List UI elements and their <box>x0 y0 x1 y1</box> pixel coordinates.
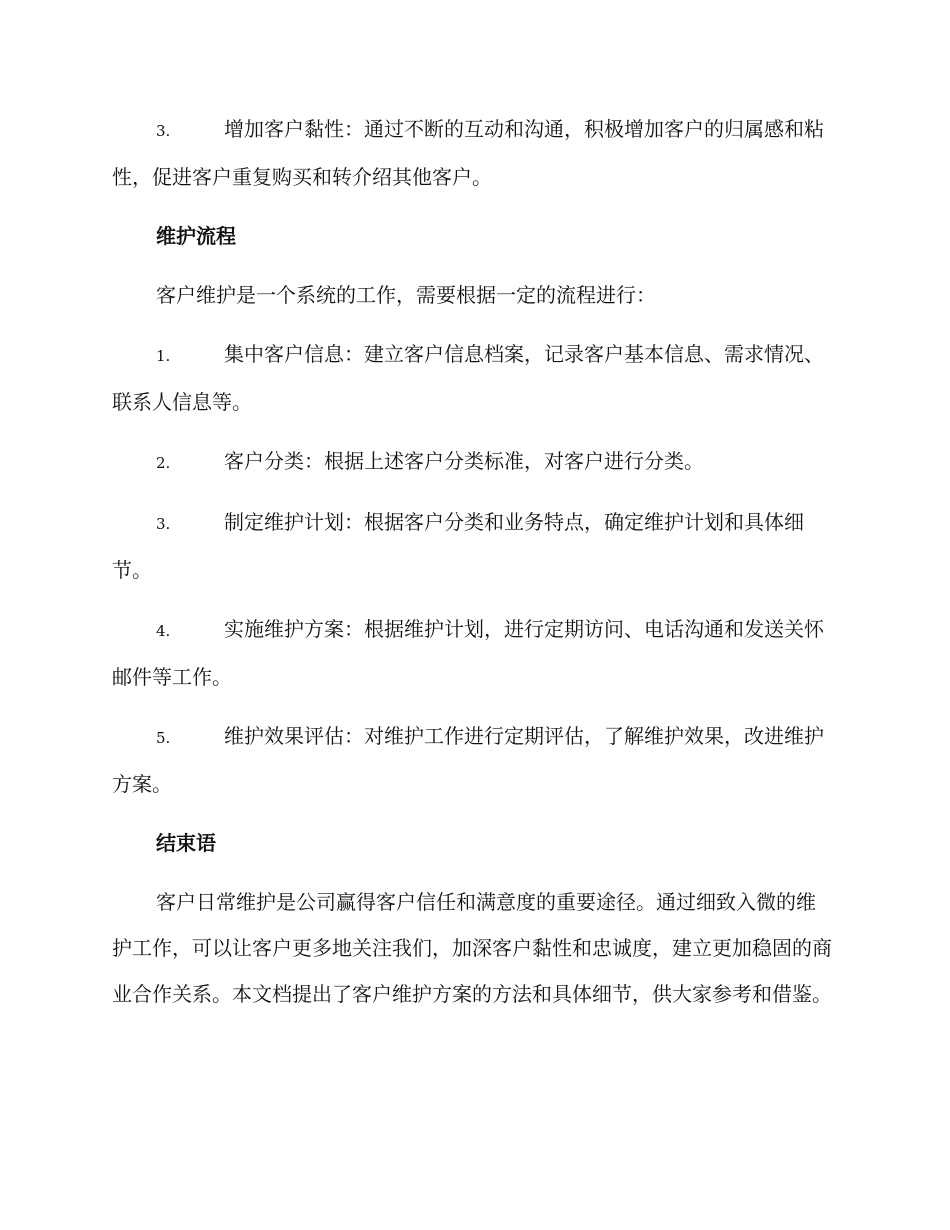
list-item-text: 集中客户信息：建立客户信息档案，记录客户基本信息、需求情况、联系人信息等。 <box>112 342 824 414</box>
list-item <box>112 713 834 807</box>
list-item <box>112 606 834 700</box>
list-item-number: 5. <box>156 729 171 747</box>
list-item-number: 3. <box>156 122 171 140</box>
list-item-number: 3. <box>156 515 171 533</box>
list-item-number: 1. <box>156 347 171 365</box>
list-item-text: 增加客户黏性：通过不断的互动和沟通，积极增加客户的归属感和粘性，促进客户重复购买和转介绍其他客户。 <box>112 117 824 189</box>
list-item-text: 实施维护方案：根据维护计划，进行定期访问、电话沟通和发送关怀邮件等工作。 <box>112 617 824 689</box>
list-item-text: 客户分类：根据上述客户分类标准，对客户进行分类。 <box>224 449 704 473</box>
conclusion-paragraph: 客户日常维护是公司赢得客户信任和满意度的重要途径。通过细致入微的维护工作，可以让客户更多地关注我们，加深客户黏性和忠诚度，建立更加稳固的商业合作关系。本文档提出了客户维护方案的方法和具体细节，供大家参考和借鉴。 <box>112 890 832 1006</box>
list-item <box>112 106 834 200</box>
document-content <box>112 106 834 1030</box>
list-item-text: 维护效果评估：对维护工作进行定期评估，了解维护效果，改进维护方案。 <box>112 724 824 796</box>
list-item-number: 2. <box>156 454 171 472</box>
process-intro-paragraph: 客户维护是一个系统的工作，需要根据一定的流程进行： <box>156 283 656 307</box>
list-item <box>112 438 834 486</box>
list-item <box>112 499 834 593</box>
list-item-text: 制定维护计划：根据客户分类和业务特点，确定维护计划和具体细节。 <box>112 510 804 582</box>
list-item <box>112 331 834 425</box>
section-heading-process: 维护流程 <box>156 224 236 248</box>
list-item-number: 4. <box>156 622 171 640</box>
section-heading-conclusion: 结束语 <box>156 831 216 855</box>
